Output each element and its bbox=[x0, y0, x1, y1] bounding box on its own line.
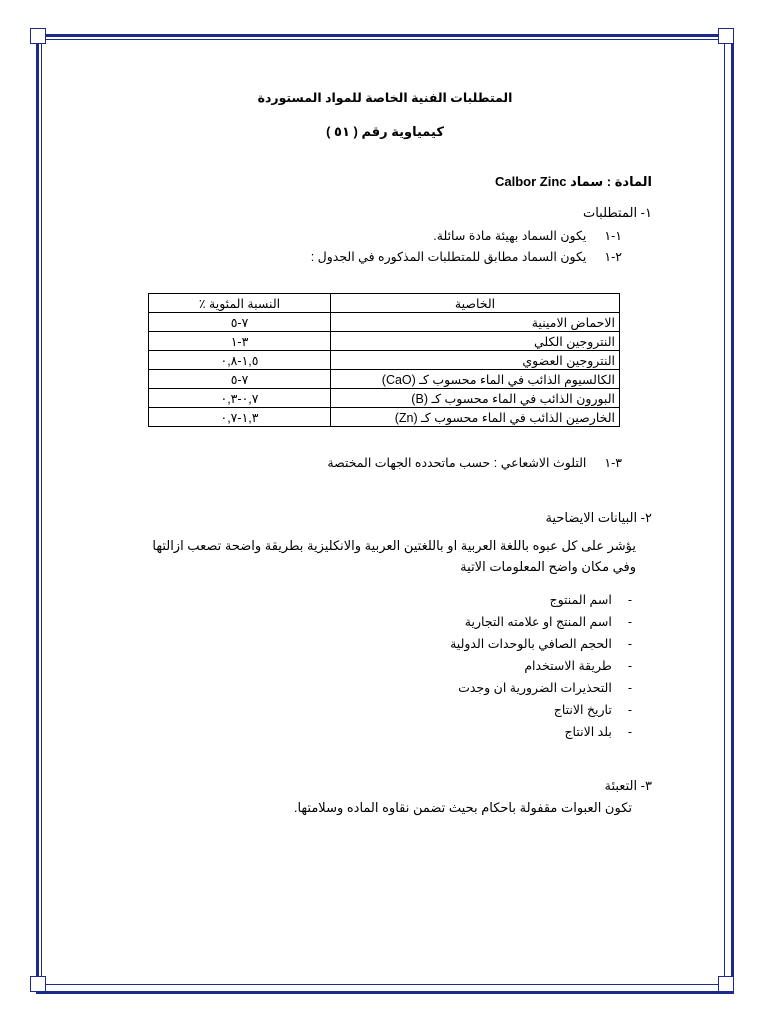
percentage-cell: ١,٣-٠,٧ bbox=[149, 408, 331, 427]
property-cell: الاحماض الامينية bbox=[331, 313, 620, 332]
corner-ornament bbox=[718, 28, 734, 44]
requirement-item bbox=[311, 249, 622, 264]
list-item: -تاريخ الانتاج bbox=[553, 703, 632, 717]
table-row bbox=[149, 332, 620, 351]
corner-ornament bbox=[30, 976, 46, 992]
column-header-percentage: النسبة المئوية ٪ bbox=[149, 294, 331, 313]
item-text: التلوث الاشعاعي : حسب ماتحدده الجهات المختصة bbox=[327, 456, 587, 470]
property-cell: النتروجين العضوي bbox=[331, 351, 620, 370]
list-item: -التحذيرات الضرورية ان وجدت bbox=[458, 681, 632, 695]
item-number: ٣-١ bbox=[604, 456, 622, 470]
corner-ornament bbox=[30, 28, 46, 44]
section-1-heading: ١- المتطلبات bbox=[582, 205, 652, 220]
percentage-cell: ٧-٥ bbox=[149, 313, 331, 332]
corner-ornament bbox=[718, 976, 734, 992]
percentage-cell: ٠,٧-٠,٣ bbox=[149, 389, 331, 408]
list-item: -اسم المنتج او علامته التجارية bbox=[464, 615, 632, 629]
property-cell: الكالسيوم الذائب في الماء محسوب كـ (CaO) bbox=[331, 370, 620, 389]
property-cell: البورون الذائب في الماء محسوب كـ (B) bbox=[331, 389, 620, 408]
labeling-list bbox=[450, 589, 632, 743]
table-row bbox=[149, 389, 620, 408]
list-item: -طريقة الاستخدام bbox=[524, 659, 632, 673]
table-header-row bbox=[149, 294, 620, 313]
document-title: المتطلبات الفنية الخاصة للمواد المستوردة bbox=[257, 91, 513, 105]
percentage-cell: ١,٥-٠,٨ bbox=[149, 351, 331, 370]
column-header-property: الخاصية bbox=[331, 294, 620, 313]
document-subtitle: كيمياوية رقم ( ٥١ ) bbox=[326, 124, 444, 139]
list-item: -الحجم الصافي بالوحدات الدولية bbox=[450, 637, 632, 651]
material-name: المادة : سماد Calbor Zinc bbox=[494, 174, 652, 189]
requirement-item bbox=[327, 455, 622, 470]
specification-table bbox=[148, 293, 620, 427]
percentage-cell: ٧-٥ bbox=[149, 370, 331, 389]
table-row bbox=[149, 408, 620, 427]
requirement-item bbox=[433, 228, 622, 243]
percentage-cell: ٣-١ bbox=[149, 332, 331, 351]
item-text: يكون السماد بهيئة مادة سائلة. bbox=[433, 229, 587, 243]
list-item: -اسم المنتوج bbox=[549, 593, 632, 607]
item-number: ٢-١ bbox=[604, 250, 622, 264]
packaging-text: تكون العبوات مقفولة باحكام بحيث تضمن نقاوه الماده وسلامتها. bbox=[293, 800, 632, 815]
table-row bbox=[149, 313, 620, 332]
property-cell: النتروجين الكلي bbox=[331, 332, 620, 351]
table-row bbox=[149, 370, 620, 389]
property-cell: الخارصين الذائب في الماء محسوب كـ (Zn) bbox=[331, 408, 620, 427]
section-2-heading: ٢- البيانات الايضاحية bbox=[545, 510, 652, 525]
table-row bbox=[149, 351, 620, 370]
list-item: -بلد الانتاج bbox=[564, 725, 632, 739]
item-text: يكون السماد مطابق للمتطلبات المذكوره في الجدول : bbox=[310, 250, 587, 264]
item-number: ١-١ bbox=[604, 229, 622, 243]
labeling-paragraph: يؤشر على كل عبوه باللغة العربية او باللغتين العربية والانكليزية بطريقة واضحة تصعب ازالتها وفي مكان واضح المعلومات الاتية bbox=[152, 538, 636, 574]
section-3-heading: ٣- التعبئة bbox=[604, 778, 652, 793]
